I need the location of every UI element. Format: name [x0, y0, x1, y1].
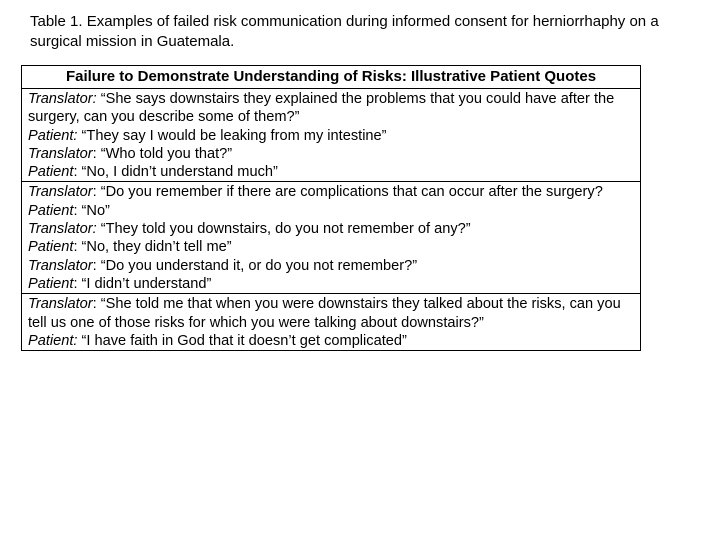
dialogue-line [28, 257, 636, 275]
speaker-label: Patient [28, 202, 74, 219]
table-header-row [22, 66, 641, 89]
quote-cell [22, 182, 641, 294]
utterance-text: “They told you downstairs, do you not remember of any?” [96, 221, 471, 238]
speaker-label: Patient [28, 239, 74, 256]
speaker-label: Translator [28, 296, 93, 313]
utterance-text: : “I didn’t understand” [73, 275, 212, 292]
speaker-label: Patient [28, 275, 74, 292]
quote-cell [22, 89, 641, 182]
dialogue-line [28, 295, 636, 332]
speaker-label: Translator: [28, 91, 97, 107]
dialogue-line [28, 238, 636, 256]
dialogue-line [28, 163, 636, 181]
utterance-text: : “Do you remember if there are complications that can occur after the surgery? [92, 184, 603, 201]
quotes-table [21, 65, 641, 351]
utterance-text: “They say I would be leaking from my intestine” [77, 127, 387, 144]
table-row [22, 294, 641, 351]
utterance-text: : “No, I didn’t understand much” [73, 164, 278, 181]
table-caption: Table 1. Examples of failed risk communication during informed consent for herniorrhaphy on a surgical mission in Guatemala. [30, 13, 659, 50]
speaker-label: Patient: [28, 332, 78, 349]
utterance-text: : “She told me that when you were downstairs they talked about the risks, can you tell us one of those risks for which you were talking about downstairs?” [28, 296, 621, 331]
speaker-label: Patient [28, 164, 74, 181]
utterance-text: : “Do you understand it, or do you not remember?” [92, 257, 418, 274]
speaker-label: Patient: [28, 127, 78, 144]
dialogue-line [28, 202, 636, 220]
speaker-label: Translator [28, 184, 93, 201]
utterance-text: “She says downstairs they explained the problems that you could have after the surgery, can you describe some of them?” [28, 91, 615, 126]
table-row [22, 182, 641, 294]
speaker-label: Translator [28, 145, 93, 162]
dialogue-line [28, 127, 636, 145]
dialogue-line [28, 90, 636, 127]
utterance-text: : “No, they didn’t tell me” [73, 239, 232, 256]
dialogue-line [28, 183, 636, 201]
utterance-text: : “Who told you that?” [92, 145, 233, 162]
dialogue-line [28, 220, 636, 238]
dialogue-line [28, 332, 636, 350]
table-header: Failure to Demonstrate Understanding of Risks: Illustrative Patient Quotes [22, 66, 641, 89]
utterance-text: : “No” [73, 202, 110, 219]
quote-cell [22, 294, 641, 351]
dialogue-line [28, 145, 636, 163]
utterance-text: “I have faith in God that it doesn’t get complicated” [77, 332, 407, 349]
dialogue-line [28, 275, 636, 293]
speaker-label: Translator [28, 257, 93, 274]
speaker-label: Translator: [28, 221, 97, 238]
table-row [22, 89, 641, 182]
